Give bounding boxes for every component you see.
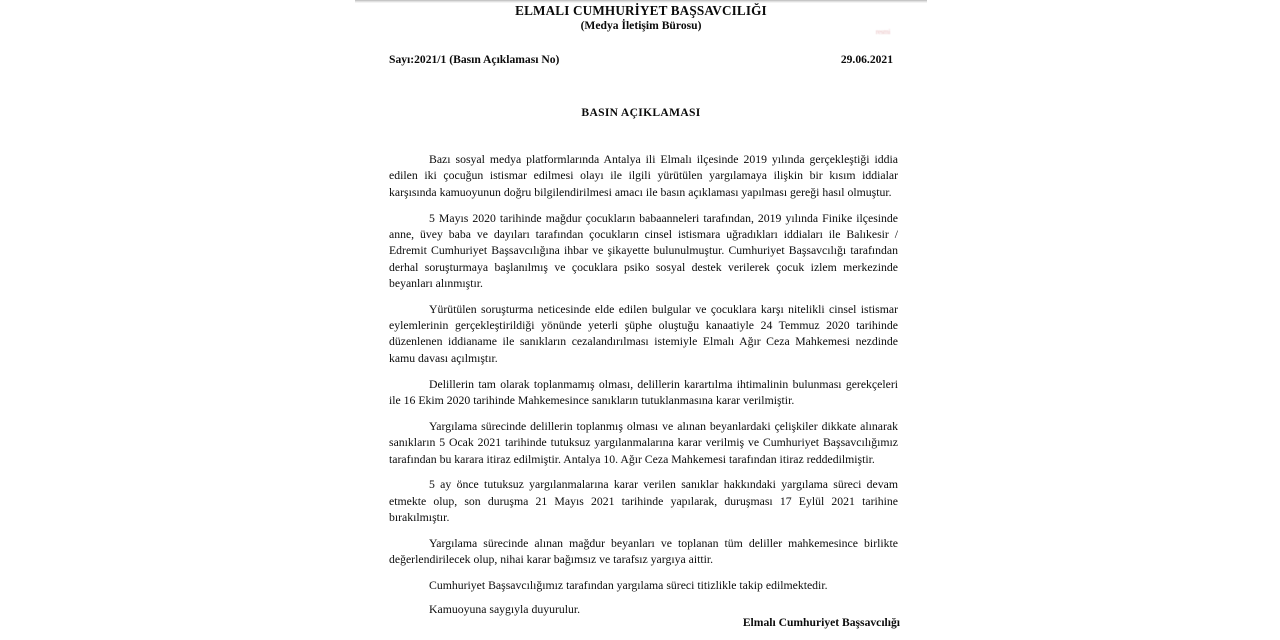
- body-paragraph: Yargılama sürecinde delillerin toplanmış olması ve alınan beyanlardaki çelişkiler dikkate alınarak sanıkların 5 Ocak 2021 tarihinde tutuksuz yargılanmalarına karar verilmiş ve Cumhuriyet Başsavcılığımız tarafından bu karara itiraz edilmiştir. Antalya 10. Ağır Ceza Mahkemesi tarafından itiraz reddedilmiştir.: [389, 419, 898, 466]
- body-paragraph: 5 Mayıs 2020 tarihinde mağdur çocukların babaanneleri tarafından, 2019 yılında Finike ilçesinde anne, üvey baba ve dayıları tarafından çocukların cinsel istismara uğradıkları iddiaları ile Balıkesir / Edremit Cumhuriyet Başsavcılığına ihbar ve şikayette bulunulmuştur. Cumhuriyet Başsavcılığı tarafından derhal soruşturmaya başlanılmış ve çocuklara psiko sosyal destek verilerek çocuk izlem merkezinde beyanları alınmıştır.: [389, 211, 898, 290]
- document-header: [355, 3, 927, 33]
- body-paragraph: 5 ay önce tutuksuz yargılanmalarına karar verilen sanıklar hakkındaki yargılama süreci devam etmekte olup, son duruşma 21 Mayıs 2021 tarihinde yapılarak, duruşması 17 Eylül 2021 tarihine bırakılmıştır.: [389, 478, 898, 525]
- signature-block: Elmalı Cumhuriyet Başsavcılığı: [742, 616, 900, 629]
- document-page: [355, 0, 927, 640]
- document-meta-row: [389, 53, 893, 66]
- document-title: BASIN AÇIKLAMASI: [581, 106, 701, 119]
- body-paragraph: Cumhuriyet Başsavcılığımız tarafından yargılama süreci titizlikle takip edilmektedir.: [429, 579, 828, 593]
- body-paragraph: Kamuoyuna saygıyla duyurulur.: [429, 603, 581, 617]
- body-paragraph: Yürütülen soruşturma neticesinde elde edilen bulgular ve çocuklara karşı nitelikli cinsel istismar eylemlerinin gerçekleştirildiği yönünde yeterli şüphe oluştuğu kanaatiyle 24 Temmuz 2020 tarihinde düzenlenen iddianame ile sanıkların cezalandırılması istemiyle Elmalı Ağır Ceza Mahkemesi nezdinde kamu davası açılmıştır.: [389, 302, 898, 365]
- issuing-department: (Medya İletişim Bürosu): [580, 19, 702, 32]
- document-date: 29.06.2021: [840, 53, 893, 66]
- reference-number: Sayı:2021/1 (Basın Açıklaması No): [389, 53, 560, 66]
- issuing-organization: ELMALI CUMHURİYET BAŞSAVCILIĞI: [515, 3, 767, 18]
- document-body: [389, 152, 898, 627]
- body-paragraph: Yargılama sürecinde alınan mağdur beyanları ve toplanan tüm deliller mahkemesince birlikte değerlendirilecek olup, nihai karar bağımsız ve tarafsız yargıya aittir.: [389, 536, 898, 567]
- red-stamp-mark: resmi: [875, 28, 891, 36]
- body-paragraph: Delillerin tam olarak toplanmamış olması, delillerin karartılma ihtimalinin bulunması gerekçeleri ile 16 Ekim 2020 tarihinde Mahkemesince sanıkların tutuklanmasına karar verilmiştir.: [389, 377, 898, 407]
- body-paragraph: Bazı sosyal medya platformlarında Antalya ili Elmalı ilçesinde 2019 yılında gerçekleştiği iddia edilen iki çocuğun istismar edilmesi olayı ile ilgili yürütülen yargılamaya ilişkin bir kısım iddialar karşısında kamuoyunun doğru bilgilendirilmesi amacı ile basın açıklaması yapılması gereği hasıl olmuştur.: [389, 153, 898, 199]
